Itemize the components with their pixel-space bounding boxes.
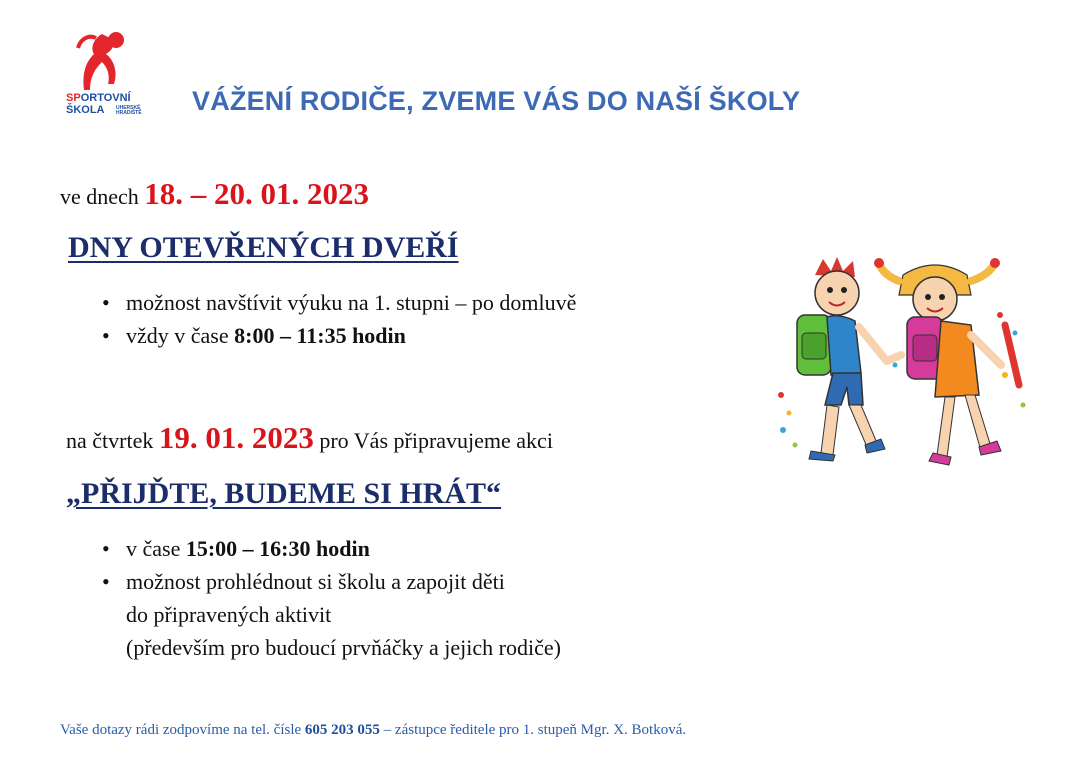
contact-footer: Vaše dotazy rádi zodpovíme na tel. čísle 605 203 055 – zástupce ředitele pro 1. stupeň Mgr. X. Botková. (60, 722, 687, 738)
runner-icon (66, 28, 136, 94)
section2-bullet-list (100, 532, 561, 664)
kids-illustration (775, 255, 1035, 475)
section1-bullet-list (100, 286, 576, 352)
section1-intro: ve dnech 18. – 20. 01. 2023 (60, 176, 370, 211)
list-item: • vždy v čase 8:00 – 11:35 hodin (100, 319, 576, 352)
logo-wordmark: SPORTOVNÍ ŠKOLA (66, 92, 131, 116)
school-logo (66, 28, 156, 128)
logo-subtitle: UHERSKÉ HRADIŠTĚ (116, 105, 142, 116)
section2-date: 19. 01. 2023 (158, 420, 314, 455)
section1-title: DNY OTEVŘENÝCH DVEŘÍ (68, 231, 459, 264)
list-item: • možnost prohlédnout si školu a zapojit děti do připravených aktivit (především pro budoucí prvňáčky a jejich rodiče) (100, 565, 561, 664)
section2-intro: na čtvrtek 19. 01. 2023 pro Vás připravujeme akci (66, 420, 553, 455)
list-item: • v čase 15:00 – 16:30 hodin (100, 532, 561, 565)
school-kids-icon (775, 255, 1035, 475)
section1-date-range: 18. – 20. 01. 2023 (144, 176, 370, 211)
list-item: • možnost navštívit výuku na 1. stupni – po domluvě (100, 286, 576, 319)
section2-title: „PŘIJĎTE, BUDEME SI HRÁT“ (66, 477, 502, 510)
page-headline: VÁŽENÍ RODIČE, ZVEME VÁS DO NAŠÍ ŠKOLY (192, 86, 801, 116)
